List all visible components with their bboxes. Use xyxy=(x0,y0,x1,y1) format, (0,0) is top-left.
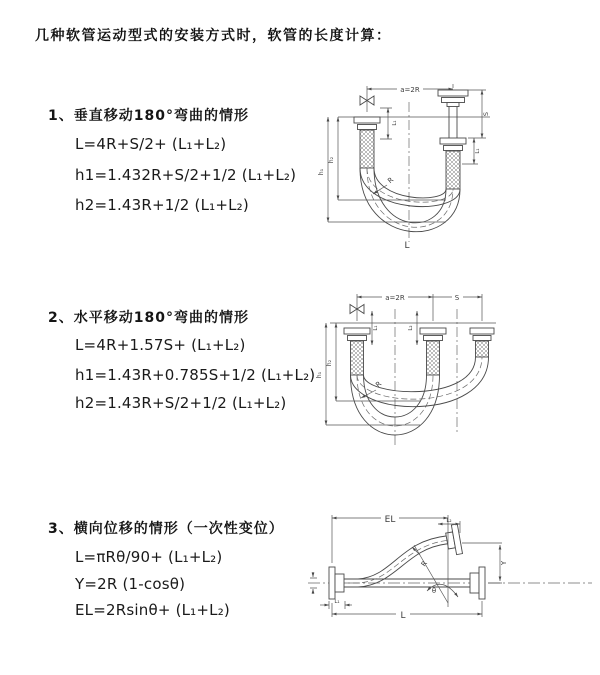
dim-label-a2r: a=2R xyxy=(400,86,420,94)
diagram-lateral-displacement xyxy=(300,503,600,653)
dim-label-l: L xyxy=(400,611,406,621)
section-3-formula-el: EL=2Rsinθ+ (L₁+L₂) xyxy=(75,601,230,619)
dim-label-h2: h₂ xyxy=(328,156,335,164)
left-fitting-dimension xyxy=(380,108,398,139)
dim-label-el: EL xyxy=(384,515,396,525)
dim-label-l1: L₁ xyxy=(334,599,340,605)
section-1-heading: 1、垂直移动180°弯曲的情形 xyxy=(48,108,249,124)
left-height-dimensions xyxy=(316,323,420,425)
page-title: 几种软管运动型式的安装方式时，软管的长度计算： xyxy=(35,28,392,44)
left-flange-assembly xyxy=(329,567,344,599)
dim-label-a2r: a=2R xyxy=(385,294,405,302)
right-dimensions xyxy=(462,90,490,164)
right-lower-flange-assembly xyxy=(470,567,485,599)
section-1-formula-l: L=4R+S/2+ (L₁+L₂) xyxy=(75,135,227,153)
dim-label-l1-right: L₁ xyxy=(475,148,481,154)
section-2-formula-h1: h1=1.43R+0.785S+1/2 (L₁+L₂) xyxy=(75,366,316,384)
left-pipe-assembly xyxy=(354,117,380,168)
dim-label-h2: h₂ xyxy=(326,359,333,367)
hose-u-curves xyxy=(351,357,489,435)
section-2-formula-h2: h2=1.43R+S/2+1/2 (L₁+L₂) xyxy=(75,394,287,412)
el-dimension xyxy=(332,512,448,607)
section-3-heading: 3、横向位移的情形（一次性变位） xyxy=(48,521,284,537)
dim-label-s: S xyxy=(454,294,460,302)
dim-label-r: R xyxy=(386,175,396,186)
dim-label-s: S xyxy=(482,111,490,117)
dim-label-theta: θ xyxy=(431,587,437,595)
middle-pipe-assembly xyxy=(420,328,446,375)
l1-dimension xyxy=(320,599,352,609)
diagram-vertical-180-bend xyxy=(310,72,600,264)
dim-label-l1: L₁ xyxy=(373,325,379,331)
dim-label-l1-left: L₁ xyxy=(392,120,398,126)
section-2-heading: 2、水平移动180°弯曲的情形 xyxy=(48,310,249,326)
top-dimensions xyxy=(357,292,482,321)
top-dimension xyxy=(367,84,453,112)
section-1-formula-h2: h2=1.43R+1/2 (L₁+L₂) xyxy=(75,196,249,214)
section-1-formula-h1: h1=1.432R+S/2+1/2 (L₁+L₂) xyxy=(75,166,297,184)
diagram-horizontal-180-bend xyxy=(310,283,600,459)
fitting-dimensions xyxy=(372,311,417,345)
dim-label-r: R xyxy=(374,379,384,390)
section-3-formula-l: L=πRθ/90+ (L₁+L₂) xyxy=(75,548,223,566)
dim-label-y: Y xyxy=(500,560,508,566)
dim-label-l-bottom: L xyxy=(404,241,410,251)
left-pipe-assembly xyxy=(344,328,370,375)
radius-annotation xyxy=(412,547,429,568)
dim-label-l2: L₂ xyxy=(446,518,452,524)
dim-label-h1: h₁ xyxy=(318,168,325,176)
right-pipe-assembly xyxy=(438,90,468,189)
theta-construction xyxy=(414,545,458,603)
right-pipe-assembly xyxy=(470,328,494,357)
section-2-formula-l: L=4R+1.57S+ (L₁+L₂) xyxy=(75,336,246,354)
dim-label-r: R xyxy=(419,559,430,569)
section-3-formula-y: Y=2R (1-cosθ) xyxy=(75,575,186,593)
dim-label-l2: L₂ xyxy=(408,325,414,331)
l-dimension xyxy=(332,601,482,621)
dim-label-h1: h₁ xyxy=(316,371,323,379)
